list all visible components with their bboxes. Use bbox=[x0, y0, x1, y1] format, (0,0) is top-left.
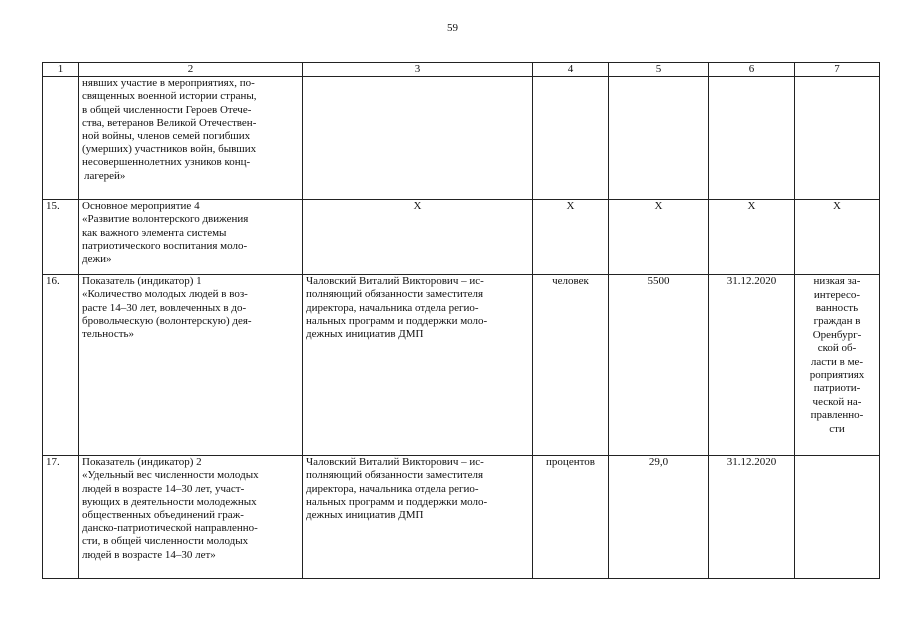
text-line: полняющий обязанности заместителя bbox=[306, 469, 484, 482]
text-line: директора, начальника отдела регио- bbox=[306, 482, 479, 495]
text-line: данско-патриотической направленно- bbox=[82, 522, 258, 535]
table-row bbox=[43, 200, 880, 275]
column-header: 1 bbox=[43, 63, 79, 77]
text-line: интересо- bbox=[813, 288, 861, 301]
note-cell bbox=[795, 275, 880, 456]
text-line: как важного элемента системы bbox=[82, 226, 227, 239]
text-line: ской об- bbox=[817, 342, 857, 355]
text-line: Оренбург- bbox=[812, 328, 862, 341]
text-line: вующих в деятельности молодежных bbox=[82, 495, 257, 508]
text-line: Основное мероприятие 4 bbox=[82, 200, 200, 213]
text-line: «Развитие волонтерского движения bbox=[82, 213, 249, 226]
row-number-cell: 16. bbox=[43, 275, 79, 456]
indicators-table bbox=[42, 62, 880, 579]
value-cell: X bbox=[609, 200, 709, 275]
text-line: X bbox=[833, 200, 841, 213]
responsible-cell bbox=[303, 275, 533, 456]
value-cell: 5500 bbox=[609, 275, 709, 456]
text-line: Чаловский Виталий Викторович – ис- bbox=[306, 456, 484, 469]
unit-cell: человек bbox=[533, 275, 609, 456]
note-cell bbox=[795, 456, 880, 579]
unit-cell bbox=[533, 77, 609, 200]
text-line: низкая за- bbox=[813, 275, 861, 288]
text-line: расте 14–30 лет, вовлеченных в до- bbox=[82, 301, 247, 314]
text-line: ванность bbox=[815, 302, 859, 315]
indicator-name-cell bbox=[79, 456, 303, 579]
header-row bbox=[43, 63, 880, 77]
text-line: дежных инициатив ДМП bbox=[306, 509, 424, 522]
note-cell bbox=[795, 200, 880, 275]
column-header: 4 bbox=[533, 63, 609, 77]
text-line: «Количество молодых людей в воз- bbox=[82, 288, 248, 301]
text-line: в общей численности Героев Отече- bbox=[82, 103, 252, 116]
responsible-cell bbox=[303, 200, 533, 275]
text-line: людей в возрасте 14–30 лет, участ- bbox=[82, 482, 245, 495]
text-line: патриотического воспитания моло- bbox=[82, 239, 248, 252]
text-line: нявших участие в мероприятиях, по- bbox=[82, 77, 255, 90]
responsible-cell bbox=[303, 77, 533, 200]
text-line: Чаловский Виталий Викторович – ис- bbox=[306, 275, 484, 288]
responsible-cell bbox=[303, 456, 533, 579]
date-cell: X bbox=[709, 200, 795, 275]
date-cell: 31.12.2020 bbox=[709, 456, 795, 579]
text-line: ства, ветеранов Великой Отечествен- bbox=[82, 116, 257, 129]
text-line: тельность» bbox=[82, 328, 135, 341]
row-number-cell bbox=[43, 77, 79, 200]
text-line: священных военной истории страны, bbox=[82, 90, 257, 103]
value-cell: 29,0 bbox=[609, 456, 709, 579]
text-line: X bbox=[413, 200, 422, 213]
text-line: лагерей» bbox=[84, 169, 126, 182]
text-line: полняющий обязанности заместителя bbox=[306, 288, 484, 301]
text-line: сти, в общей численности молодых bbox=[82, 535, 249, 548]
text-line: ной войны, членов семей погибших bbox=[82, 130, 251, 143]
text-line: ласти в ме- bbox=[810, 355, 864, 368]
text-line: директора, начальника отдела регио- bbox=[306, 301, 479, 314]
text-line: нальных программ и поддержки моло- bbox=[306, 314, 488, 327]
value-cell bbox=[609, 77, 709, 200]
text-line: Показатель (индикатор) 1 bbox=[82, 275, 202, 288]
column-header: 2 bbox=[79, 63, 303, 77]
text-line: граждан в bbox=[813, 315, 861, 328]
text-line: правленно- bbox=[810, 409, 864, 422]
text-line: ческой на- bbox=[812, 395, 862, 408]
unit-cell: процентов bbox=[533, 456, 609, 579]
column-header: 7 bbox=[795, 63, 880, 77]
indicator-name-cell bbox=[79, 275, 303, 456]
indicator-name-cell bbox=[79, 77, 303, 200]
text-line: нальных программ и поддержки моло- bbox=[306, 495, 488, 508]
column-header: 5 bbox=[609, 63, 709, 77]
text-line: патриоти- bbox=[813, 382, 861, 395]
row-number-cell: 17. bbox=[43, 456, 79, 579]
text-line: бровольческую (волонтерскую) дея- bbox=[82, 314, 252, 327]
column-header: 3 bbox=[303, 63, 533, 77]
column-header: 6 bbox=[709, 63, 795, 77]
unit-cell: X bbox=[533, 200, 609, 275]
text-line: общественных объединений граж- bbox=[82, 509, 244, 522]
table-row bbox=[43, 275, 880, 456]
text-line: дежи» bbox=[82, 253, 112, 266]
note-cell bbox=[795, 77, 880, 200]
table-row bbox=[43, 456, 880, 579]
text-line: людей в возрасте 14–30 лет» bbox=[82, 548, 216, 561]
date-cell: 31.12.2020 bbox=[709, 275, 795, 456]
text-line: (умерших) участников войн, бывших bbox=[82, 143, 257, 156]
text-line: Показатель (индикатор) 2 bbox=[82, 456, 202, 469]
text-line: роприятиях bbox=[809, 369, 865, 382]
date-cell bbox=[709, 77, 795, 200]
text-line: несовершеннолетних узников конц- bbox=[82, 156, 251, 169]
text-line: сти bbox=[829, 422, 845, 435]
indicator-name-cell bbox=[79, 200, 303, 275]
text-line: дежных инициатив ДМП bbox=[306, 328, 424, 341]
table-row bbox=[43, 77, 880, 200]
row-number-cell: 15. bbox=[43, 200, 79, 275]
text-line: «Удельный вес численности молодых bbox=[82, 469, 259, 482]
page-number: 59 bbox=[447, 22, 458, 34]
